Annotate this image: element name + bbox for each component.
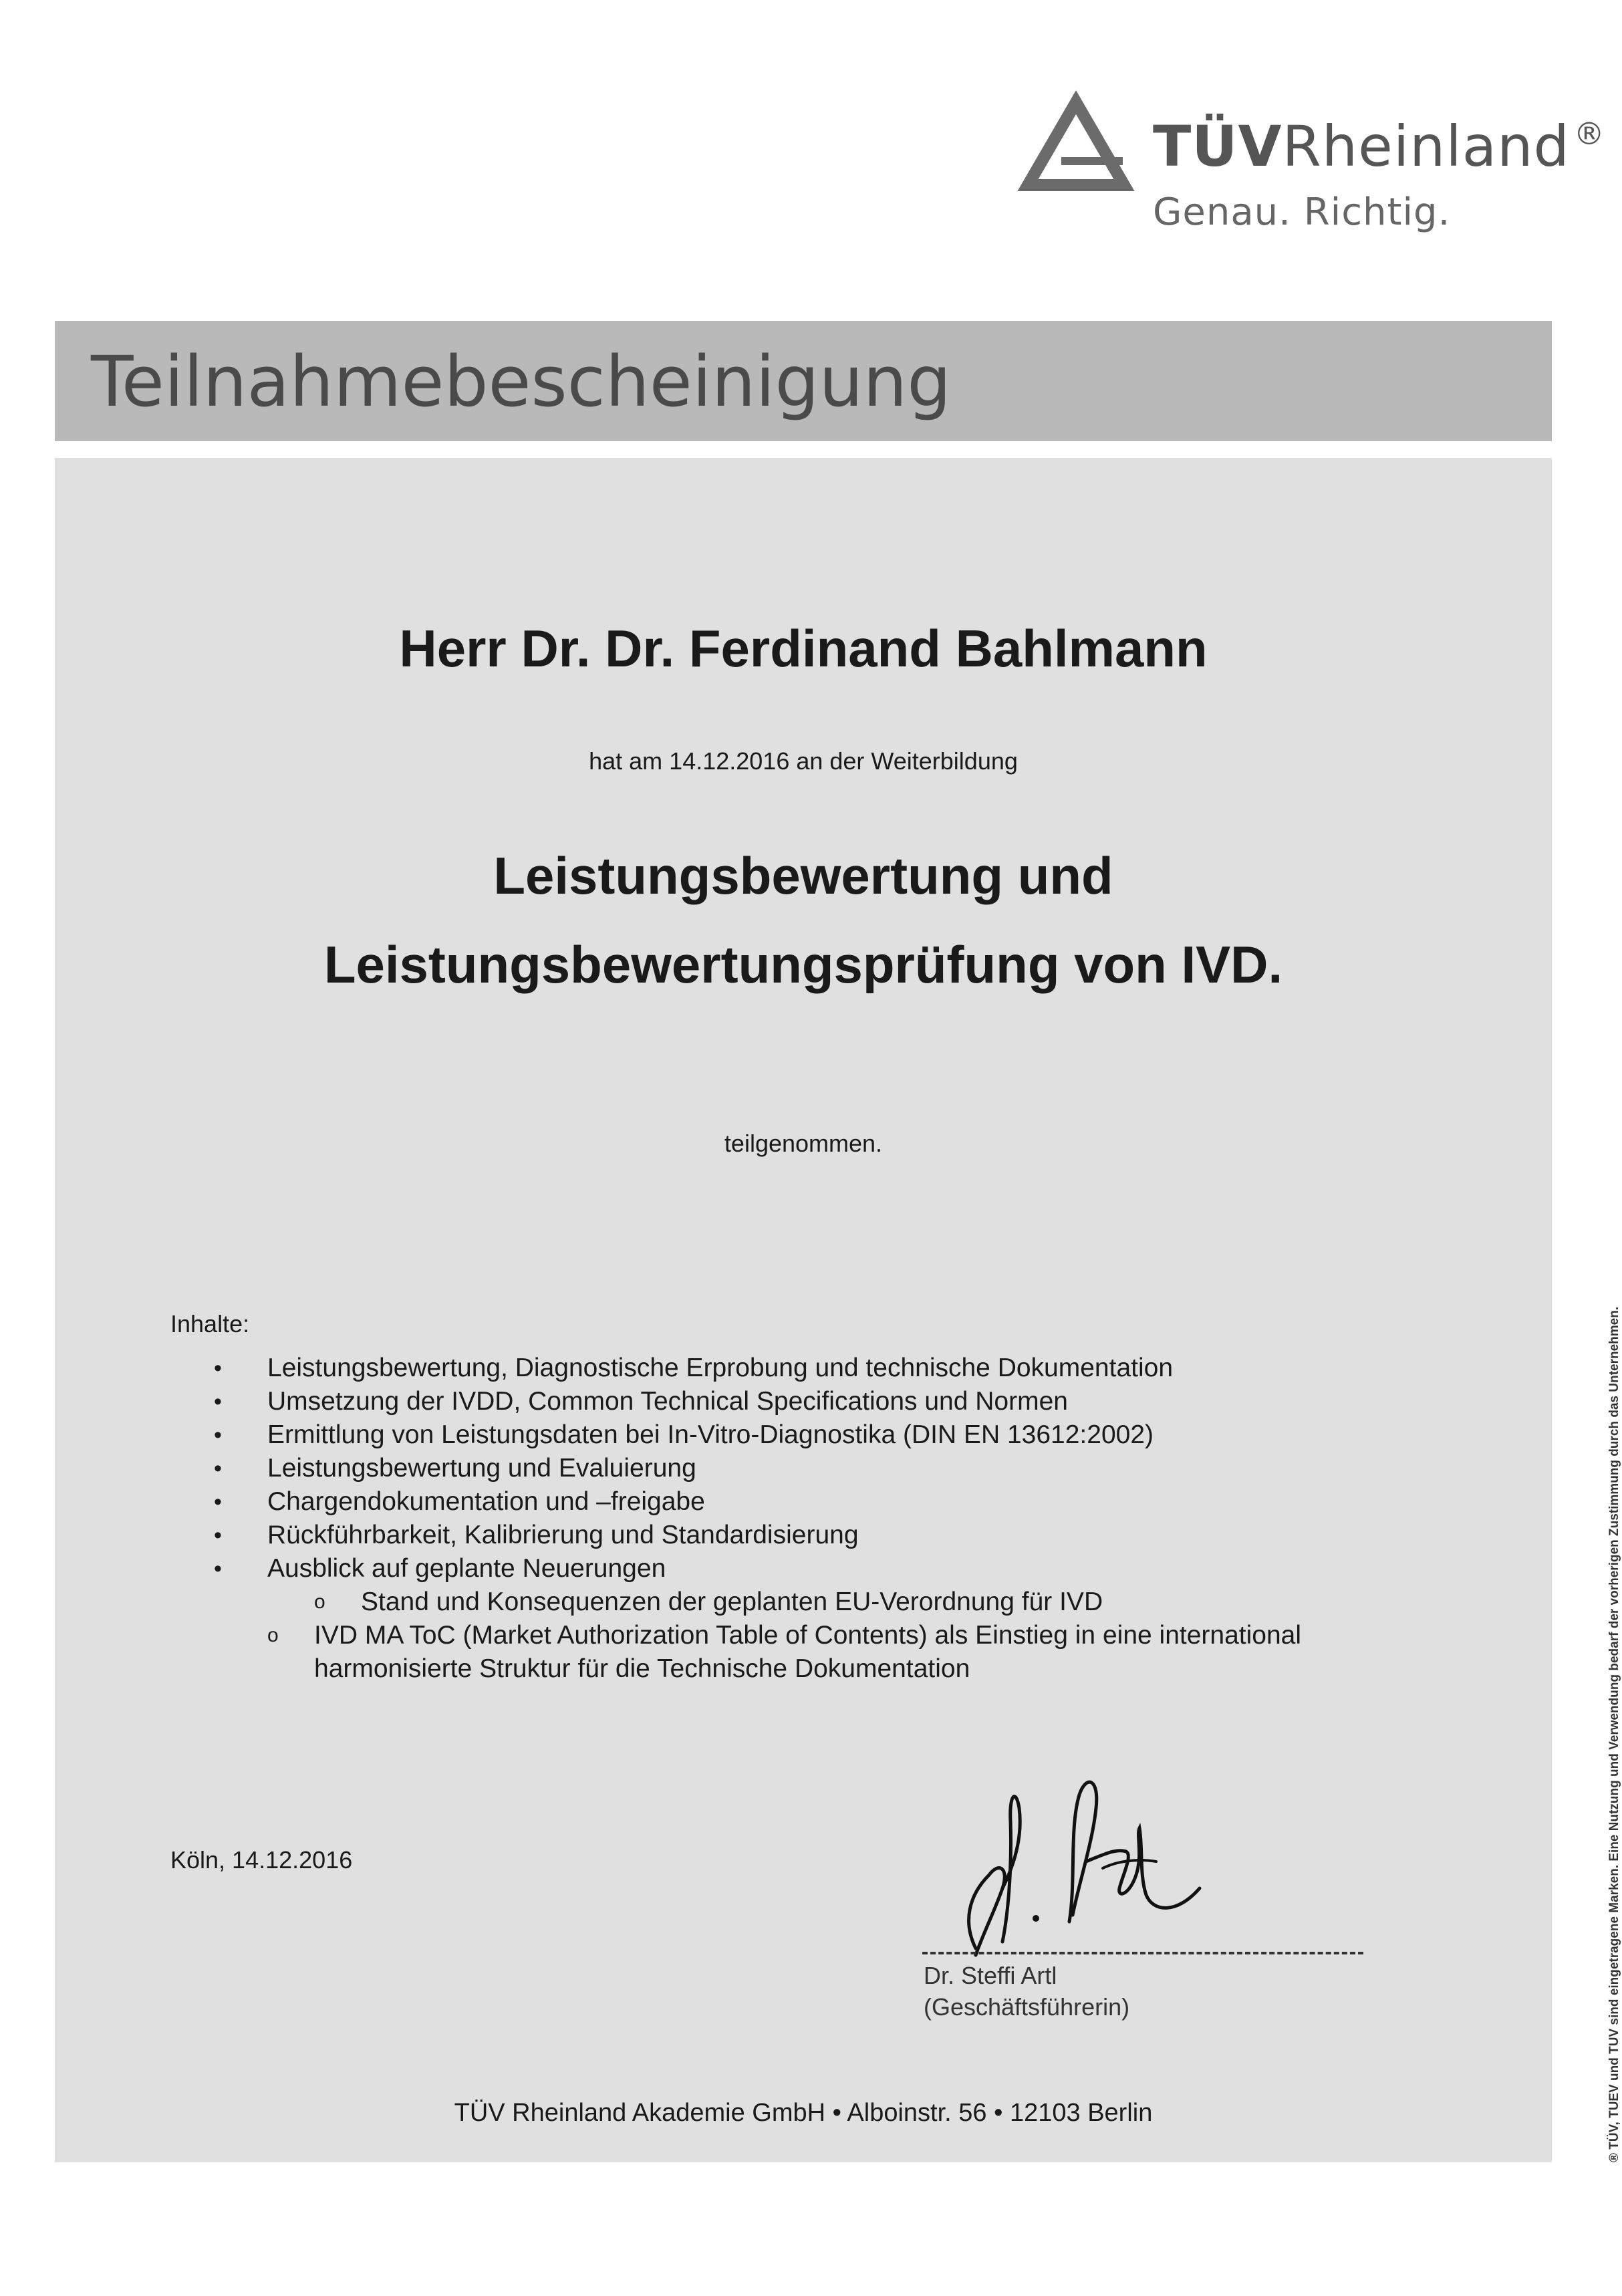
registered-mark: ® bbox=[1573, 116, 1605, 152]
sub-bullet-marker: o bbox=[267, 1624, 279, 1646]
contents-list bbox=[214, 1352, 1350, 1686]
logo-brand-bold: TÜV bbox=[1153, 114, 1282, 179]
list-item bbox=[214, 1552, 1350, 1585]
list-item-text: Chargendokumentation und –freigabe bbox=[267, 1487, 705, 1516]
bullet-marker: • bbox=[214, 1523, 222, 1548]
list-item-text: Rückführbarkeit, Kalibrierung und Standardisierung bbox=[267, 1521, 859, 1549]
list-item-text: Leistungsbewertung, Diagnostische Erprobung und technische Dokumentation bbox=[267, 1354, 1174, 1382]
sub-bullet-marker: o bbox=[314, 1591, 325, 1613]
bullet-marker: • bbox=[214, 1556, 222, 1581]
closing-text: teilgenommen. bbox=[724, 1130, 883, 1157]
footer-address: TÜV Rheinland Akademie GmbH • Alboinstr. 56 • 12103 Berlin bbox=[454, 2099, 1153, 2127]
intro-text: hat am 14.12.2016 an der Weiterbildung bbox=[589, 747, 1018, 775]
certificate-panel bbox=[55, 458, 1552, 2162]
sub-list-item bbox=[214, 1619, 1350, 1686]
logo-wordmark bbox=[1153, 114, 1605, 179]
place-and-date: Köln, 14.12.2016 bbox=[170, 1846, 353, 1874]
list-item bbox=[214, 1485, 1350, 1519]
recipient-name: Herr Dr. Dr. Ferdinand Bahlmann bbox=[399, 619, 1208, 678]
tuv-rheinland-logo bbox=[1023, 87, 1605, 241]
certificate-title: Teilnahmebescheinigung bbox=[91, 341, 952, 422]
sub-list-item-text: Stand und Konsequenzen der geplanten EU-Verordnung für IVD bbox=[361, 1587, 1103, 1616]
triangle-logo-icon bbox=[1023, 97, 1129, 190]
bullet-marker: • bbox=[214, 1489, 222, 1515]
bullet-marker: • bbox=[214, 1456, 222, 1481]
signer-name: Dr. Steffi Artl bbox=[924, 1962, 1057, 1989]
contents-label: Inhalte: bbox=[170, 1310, 250, 1337]
logo-slogan: Genau. Richtig. bbox=[1153, 190, 1451, 234]
trademark-side-note: ® TÜV, TUEV und TUV sind eingetragene Marken. Eine Nutzung und Verwendung bedarf der vorherigen Zustimmung durch das Unternehmen. bbox=[1607, 1306, 1621, 2162]
signature-line bbox=[922, 1952, 1363, 1954]
title-band bbox=[55, 321, 1552, 441]
list-item bbox=[214, 1452, 1350, 1485]
course-title-line-2: Leistungsbewertungsprüfung von IVD. bbox=[323, 935, 1283, 994]
signer-role: (Geschäftsführerin) bbox=[924, 1993, 1130, 2021]
course-title-line-1: Leistungsbewertung und bbox=[493, 846, 1113, 905]
handwritten-signature bbox=[936, 1761, 1216, 1962]
list-item bbox=[214, 1385, 1350, 1418]
list-item-text: Ausblick auf geplante Neuerungen bbox=[267, 1554, 666, 1583]
list-item-text: Umsetzung der IVDD, Common Technical Specifications und Normen bbox=[267, 1387, 1068, 1416]
sub-list-item-text: IVD MA ToC (Market Authorization Table of Contents) als Einstieg in eine international harmonisierte Struktur für die Technische Dokumentation bbox=[314, 1621, 1302, 1683]
bullet-marker: • bbox=[214, 1422, 222, 1448]
list-item bbox=[214, 1519, 1350, 1552]
logo-brand-rest: Rheinland bbox=[1282, 114, 1570, 179]
list-item bbox=[214, 1418, 1350, 1452]
list-item bbox=[214, 1352, 1350, 1385]
bullet-marker: • bbox=[214, 1356, 222, 1381]
list-item-text: Leistungsbewertung und Evaluierung bbox=[267, 1454, 696, 1483]
sub-list-item bbox=[214, 1585, 1350, 1619]
bullet-marker: • bbox=[214, 1389, 222, 1414]
list-item-text: Ermittlung von Leistungsdaten bei In-Vitro-Diagnostika (DIN EN 13612:2002) bbox=[267, 1420, 1154, 1449]
